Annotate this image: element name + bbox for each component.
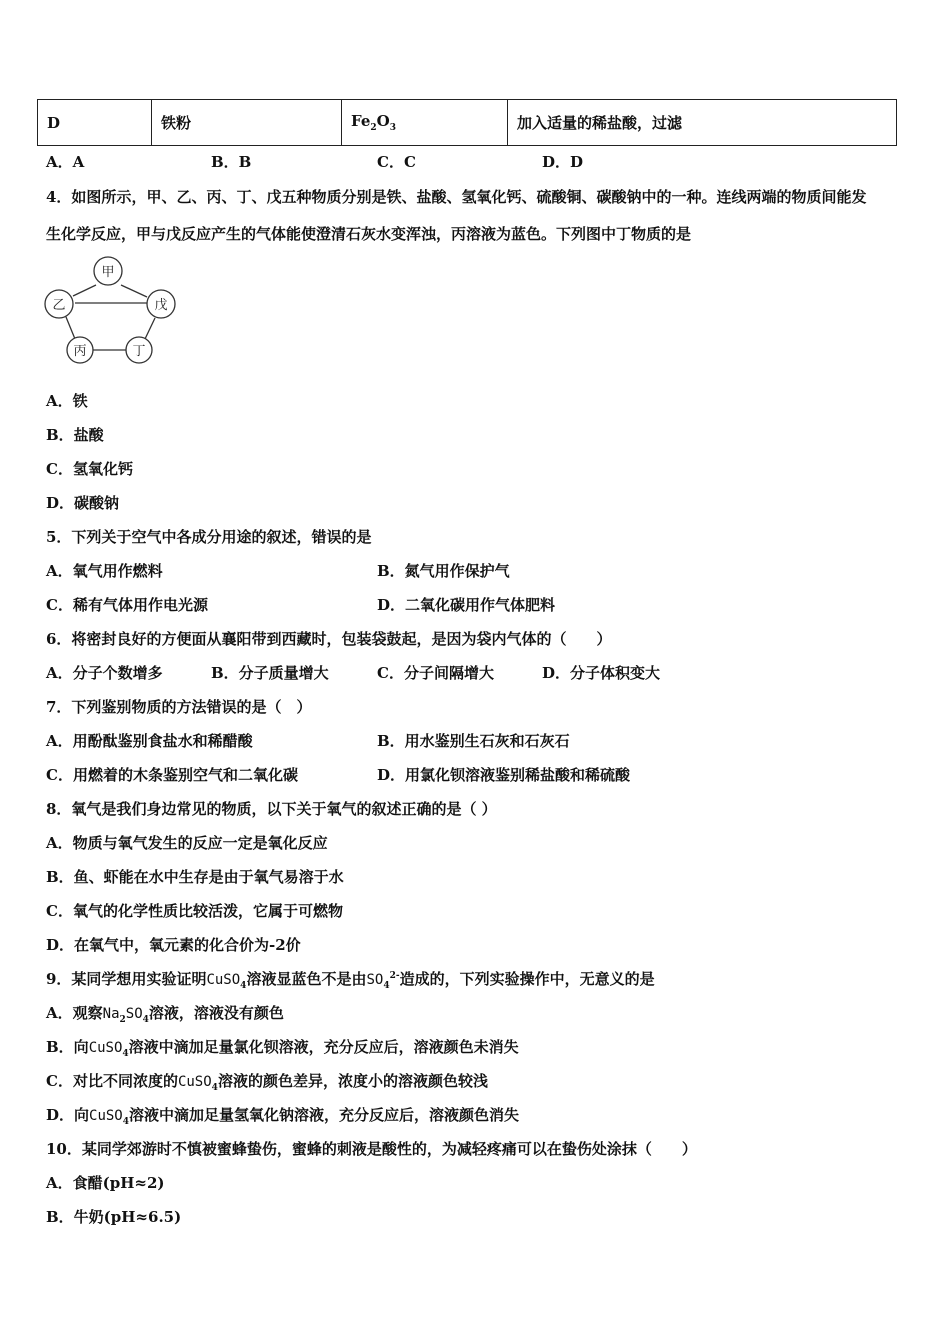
table-cell-impurity: $Fe_2O_3$ <box>342 100 508 146</box>
table-cell-option: D <box>38 100 152 146</box>
table-row <box>38 100 897 146</box>
node-wu: 戊 <box>154 298 168 313</box>
q10-stem: 10．某同学郊游时不慎被蜜蜂蛰伤，蜜蜂的刺液是酸性的，为减轻疼痛可以在蛰伤处涂抹（ ） <box>46 1140 697 1158</box>
q8-option-d: D．在氧气中，氧元素的化合价为-2价 <box>46 936 301 954</box>
q6-option-a: A．分子个数增多 <box>46 664 163 682</box>
q5-stem: 5．下列关于空气中各成分用途的叙述，错误的是 <box>46 528 372 546</box>
q6-option-b: B．分子质量增大 <box>211 664 329 682</box>
q3-option-a: A．A <box>46 153 85 171</box>
q5-option-a: A．氧气用作燃料 <box>46 562 163 580</box>
node-yi: 乙 <box>52 298 66 313</box>
node-bing: 丙 <box>73 344 87 359</box>
q10-option-a: A．食醋(pH≈2) <box>46 1174 165 1192</box>
q9-option-a: A．观察$Na_2SO_4$溶液，溶液没有颜色 <box>46 1004 284 1025</box>
q4-option-a: A．铁 <box>46 392 88 410</box>
table-cell-substance: 铁粉 <box>152 100 342 146</box>
q9-option-d: D．向CuSO$_4$溶液中滴加足量氢氧化钠溶液，充分反应后，溶液颜色消失 <box>46 1106 520 1127</box>
q8-option-a: A．物质与氧气发生的反应一定是氧化反应 <box>46 834 328 852</box>
pentagon-diagram <box>40 253 180 368</box>
q5-option-c: C．稀有气体用作电光源 <box>46 596 208 614</box>
q9-option-b: B．向CuSO$_4$溶液中滴加足量氯化钡溶液，充分反应后，溶液颜色未消失 <box>46 1038 519 1059</box>
q3-option-c: C．C <box>377 153 416 171</box>
q7-option-b: B．用水鉴别生石灰和石灰石 <box>377 732 570 750</box>
q7-stem: 7．下列鉴别物质的方法错误的是（ ） <box>46 698 312 716</box>
q8-stem: 8．氧气是我们身边常见的物质，以下关于氧气的叙述正确的是（ ） <box>46 800 497 818</box>
q7-option-c: C．用燃着的木条鉴别空气和二氧化碳 <box>46 766 298 784</box>
q3-option-b: B．B <box>211 153 252 171</box>
q4-option-c: C．氢氧化钙 <box>46 460 133 478</box>
q9-option-c: C．对比不同浓度的CuSO$_4$溶液的颜色差异，浓度小的溶液颜色较浅 <box>46 1072 488 1093</box>
q6-option-d: D．分子体积变大 <box>542 664 661 682</box>
q4-option-b: B．盐酸 <box>46 426 104 444</box>
answer-table <box>37 99 897 146</box>
table-cell-method: 加入适量的稀盐酸，过滤 <box>508 100 897 146</box>
q5-option-d: D．二氧化碳用作气体肥料 <box>377 596 556 614</box>
q8-option-b: B．鱼、虾能在水中生存是由于氧气易溶于水 <box>46 868 344 886</box>
q8-option-c: C．氧气的化学性质比较活泼，它属于可燃物 <box>46 902 343 920</box>
q5-option-b: B．氮气用作保护气 <box>377 562 510 580</box>
q7-option-a: A．用酚酞鉴别食盐水和稀醋酸 <box>46 732 253 750</box>
q3-option-d: D．D <box>542 153 584 171</box>
q4-stem-line1: 4．如图所示，甲、乙、丙、丁、戊五种物质分别是铁、盐酸、氢氧化钙、硫酸铜、碳酸钠中的一种。连线两端的物质间能发 <box>46 188 867 206</box>
node-ding: 丁 <box>132 344 146 359</box>
q9-stem: 9．某同学想用实验证明CuSO$_4$溶液显蓝色不是由$SO_4^{2-}$造成的，下列实验操作中，无意义的是 <box>46 970 655 991</box>
q6-option-c: C．分子间隔增大 <box>377 664 494 682</box>
node-jia: 甲 <box>101 265 115 280</box>
q4-option-d: D．碳酸钠 <box>46 494 120 512</box>
q4-stem-line2: 生化学反应，甲与戊反应产生的气体能使澄清石灰水变浑浊，丙溶液为蓝色。下列图中丁物质的是 <box>46 225 692 243</box>
q7-option-d: D．用氯化钡溶液鉴别稀盐酸和稀硫酸 <box>377 766 631 784</box>
q10-option-b: B．牛奶(pH≈6.5) <box>46 1208 182 1226</box>
q6-stem: 6．将密封良好的方便面从襄阳带到西藏时，包装袋鼓起，是因为袋内气体的（ ） <box>46 630 612 648</box>
